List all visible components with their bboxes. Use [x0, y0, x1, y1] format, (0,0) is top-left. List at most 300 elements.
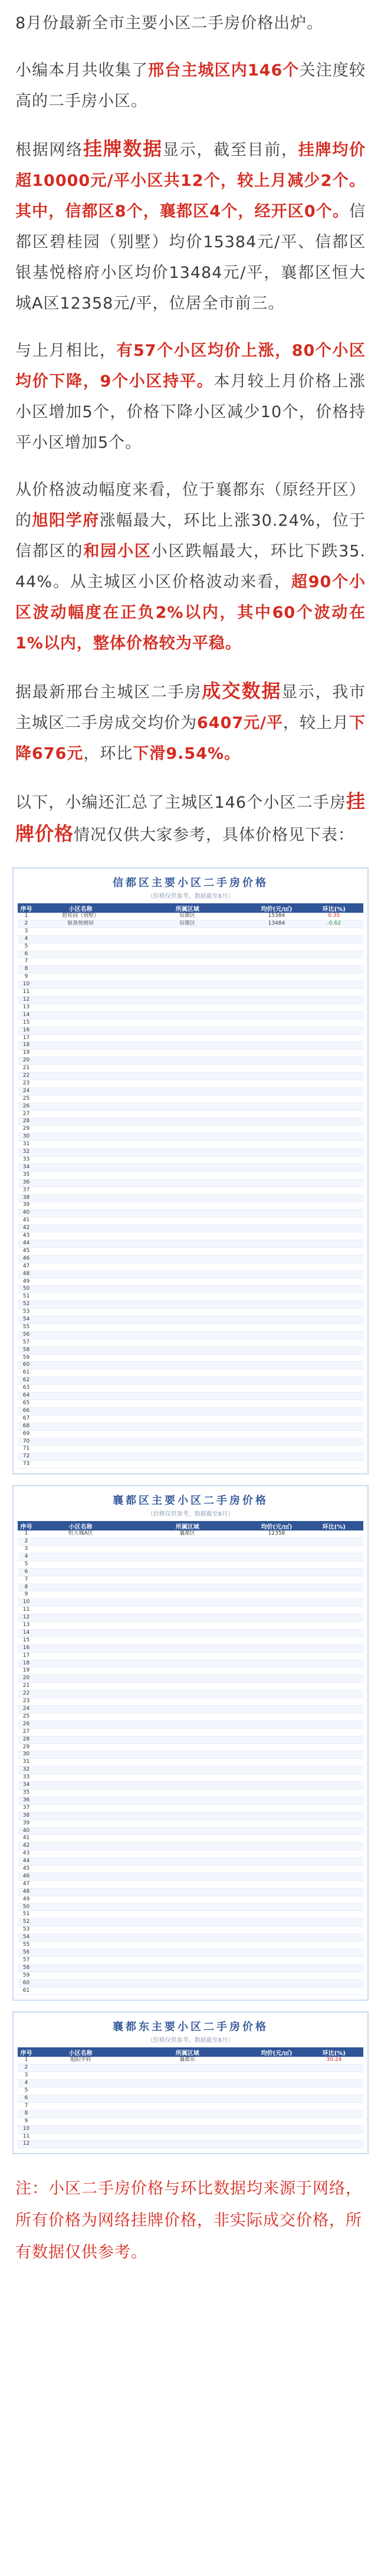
- price-cell: [248, 1194, 304, 1202]
- rank-cell: 61: [18, 1369, 35, 1377]
- listing-paragraph: [15, 133, 366, 319]
- estate-name-cell: [35, 1233, 126, 1240]
- estate-name-cell: [35, 1690, 126, 1698]
- estate-name-cell: [35, 1843, 126, 1850]
- change-cell: [305, 1369, 363, 1377]
- estate-name-cell: [35, 1956, 126, 1964]
- price-cell: [248, 1263, 304, 1270]
- rank-cell: 8: [18, 966, 35, 974]
- table-row: [18, 1530, 363, 1538]
- change-cell: [305, 1210, 363, 1217]
- rank-cell: 7: [18, 2102, 35, 2110]
- rank-cell: 35: [18, 1171, 35, 1179]
- rank-cell: 38: [18, 1194, 35, 1202]
- table-row: [18, 1400, 363, 1408]
- change-cell: [305, 1964, 363, 1972]
- district-cell: [126, 1011, 248, 1019]
- rank-cell: 25: [18, 1095, 35, 1103]
- estate-name-cell: [35, 1706, 126, 1713]
- estate-name-cell: [35, 1057, 126, 1065]
- price-cell: [248, 1042, 304, 1050]
- rank-cell: 8: [18, 2110, 35, 2118]
- table-row: [18, 1423, 363, 1430]
- district-cell: [126, 1453, 248, 1461]
- estate-name-cell: [35, 1377, 126, 1385]
- district-cell: [126, 1759, 248, 1767]
- change-cell: [305, 1050, 363, 1057]
- rank-cell: 37: [18, 1187, 35, 1194]
- change-cell: [305, 1095, 363, 1103]
- change-cell: [305, 1979, 363, 1987]
- price-cell: [248, 1614, 304, 1622]
- rank-cell: 31: [18, 1141, 35, 1149]
- table-row: [18, 989, 363, 997]
- district-cell: [126, 1972, 248, 1979]
- price-cell: [248, 1797, 304, 1804]
- rank-cell: 6: [18, 2095, 35, 2102]
- price-cell: [248, 1095, 304, 1103]
- table-row: [18, 1690, 363, 1698]
- estate-name-cell: 恒大城A区: [35, 1530, 126, 1538]
- table-row: [18, 2133, 363, 2141]
- estate-name-cell: [35, 1438, 126, 1446]
- district-cell: [126, 1407, 248, 1415]
- price-cell: [248, 1255, 304, 1263]
- table-row: [18, 1789, 363, 1797]
- change-cell: [305, 2064, 363, 2072]
- transaction-price: 6407元/平: [197, 714, 284, 732]
- district-cell: 信都区: [126, 920, 248, 928]
- change-cell: [305, 1141, 363, 1149]
- change-cell: [305, 1286, 363, 1293]
- table-row: [18, 1706, 363, 1713]
- district-cell: [126, 1743, 248, 1751]
- table-row: [18, 1293, 363, 1301]
- table-row: [18, 1614, 363, 1622]
- rank-cell: 42: [18, 1843, 35, 1850]
- trend-highlight: 有57个小区均价上涨，80个小区均价下降，9个小区持平。: [15, 342, 366, 391]
- district-cell: [126, 1179, 248, 1187]
- estate-name-cell: [35, 1812, 126, 1820]
- listing-highlight: 挂牌均价超10000元/平小区共12个，较上月减少2个。其中，信都区8个，襄都区4个，经开区0个。: [15, 141, 366, 221]
- district-cell: [126, 1675, 248, 1683]
- change-cell: [305, 1171, 363, 1179]
- estate-name-cell: [35, 1369, 126, 1377]
- rank-cell: 70: [18, 1438, 35, 1446]
- price-cell: [248, 2072, 304, 2080]
- transaction-text-3: ，较上月: [283, 714, 350, 732]
- table-row: [18, 1331, 363, 1339]
- table-row: [18, 2087, 363, 2095]
- estate-name-cell: [35, 1095, 126, 1103]
- estate-name-cell: [35, 1187, 126, 1194]
- district-cell: [126, 1660, 248, 1667]
- district-cell: [126, 1652, 248, 1660]
- district-cell: [126, 1804, 248, 1812]
- rank-cell: 50: [18, 1286, 35, 1293]
- table-header-row: [18, 903, 363, 913]
- district-cell: [126, 1934, 248, 1942]
- change-cell: [305, 1561, 363, 1568]
- xiangdudong-table-body: [18, 2057, 363, 2148]
- rank-cell: 13: [18, 1004, 35, 1011]
- change-cell: [305, 1614, 363, 1622]
- tables-intro-keyword: 挂牌价格: [15, 790, 366, 845]
- estate-name-cell: [35, 1339, 126, 1346]
- rank-cell: 27: [18, 1110, 35, 1118]
- trend-paragraph: [15, 336, 366, 458]
- table-row: [18, 1202, 363, 1210]
- district-cell: [126, 1400, 248, 1408]
- district-cell: [126, 1774, 248, 1782]
- estate-name-cell: [35, 2133, 126, 2141]
- table-row: [18, 1820, 363, 1827]
- district-cell: [126, 1926, 248, 1934]
- table-row: [18, 1667, 363, 1675]
- estate-name-cell: [35, 1293, 126, 1301]
- district-cell: [126, 2141, 248, 2148]
- change-cell: [305, 1087, 363, 1095]
- price-cell: [248, 1873, 304, 1880]
- change-cell: [305, 1843, 363, 1850]
- change-cell: [305, 1622, 363, 1630]
- rank-cell: 24: [18, 1087, 35, 1095]
- district-cell: [126, 1850, 248, 1858]
- rank-cell: 23: [18, 1080, 35, 1087]
- estate-name-cell: [35, 1584, 126, 1591]
- price-cell: [248, 1011, 304, 1019]
- price-cell: [248, 1545, 304, 1553]
- column-header: 所属区域: [126, 2047, 248, 2057]
- rank-cell: 50: [18, 1903, 35, 1911]
- estate-name-cell: [35, 1004, 126, 1011]
- change-cell: [305, 974, 363, 981]
- estate-name-cell: [35, 1660, 126, 1667]
- price-cell: [248, 1690, 304, 1698]
- change-cell: [305, 1255, 363, 1263]
- price-cell: [248, 1309, 304, 1316]
- estate-name-cell: [35, 1019, 126, 1027]
- rank-cell: 28: [18, 1736, 35, 1743]
- table-row: [18, 1369, 363, 1377]
- change-cell: [305, 1034, 363, 1042]
- rank-cell: 32: [18, 1767, 35, 1774]
- price-cell: [248, 1027, 304, 1034]
- table-row: [18, 1392, 363, 1400]
- table-row: [18, 1797, 363, 1804]
- district-cell: [126, 1812, 248, 1820]
- rank-cell: 4: [18, 1553, 35, 1561]
- column-header: 环比(%): [305, 2047, 363, 2057]
- district-cell: [126, 1866, 248, 1873]
- price-cell: [248, 1660, 304, 1667]
- district-cell: [126, 2080, 248, 2087]
- price-cell: [248, 1782, 304, 1790]
- rank-cell: 12: [18, 996, 35, 1004]
- district-cell: [126, 1667, 248, 1675]
- table-row: [18, 920, 363, 928]
- table-row: [18, 1911, 363, 1919]
- change-cell: [305, 951, 363, 958]
- price-cell: 15384: [248, 913, 304, 920]
- district-cell: [126, 1339, 248, 1346]
- table-row: [18, 1866, 363, 1873]
- price-cell: [248, 1073, 304, 1080]
- change-cell: [305, 935, 363, 943]
- table-row: [18, 913, 363, 920]
- table-row: [18, 1179, 363, 1187]
- price-cell: [248, 1652, 304, 1660]
- district-cell: [126, 1835, 248, 1843]
- xiangdu-table-subtitle: （价格仅供参考，数据截至8月）: [147, 1511, 234, 1518]
- change-cell: [305, 1919, 363, 1926]
- transaction-keyword: 成交数据: [202, 680, 282, 702]
- estate-name-cell: [35, 1637, 126, 1644]
- district-cell: [126, 1110, 248, 1118]
- change-cell: [305, 1530, 363, 1538]
- change-cell: [305, 1812, 363, 1820]
- district-cell: [126, 1309, 248, 1316]
- table-row: [18, 1629, 363, 1637]
- table-row: [18, 1561, 363, 1568]
- price-cell: [248, 1453, 304, 1461]
- table-row: [18, 1873, 363, 1880]
- table-row: [18, 1217, 363, 1225]
- district-cell: [126, 1042, 248, 1050]
- district-cell: [126, 1751, 248, 1759]
- table-row: [18, 1896, 363, 1903]
- estate-name-cell: [35, 1301, 126, 1309]
- rank-cell: 56: [18, 1331, 35, 1339]
- table-row: [18, 966, 363, 974]
- change-cell: [305, 958, 363, 966]
- rank-cell: 65: [18, 1400, 35, 1408]
- rank-cell: 47: [18, 1263, 35, 1270]
- price-cell: [248, 1339, 304, 1346]
- transaction-mom: 下滑9.54%。: [133, 745, 241, 763]
- rank-cell: 12: [18, 1614, 35, 1622]
- change-cell: [305, 1270, 363, 1278]
- change-cell: [305, 1759, 363, 1767]
- change-cell: [305, 2118, 363, 2125]
- table-row: [18, 1972, 363, 1979]
- rank-cell: 25: [18, 1713, 35, 1720]
- estate-name-cell: [35, 1683, 126, 1690]
- estate-name-cell: [35, 1743, 126, 1751]
- estate-name-cell: [35, 1087, 126, 1095]
- district-cell: [126, 1430, 248, 1438]
- price-cell: 12358: [248, 1530, 304, 1538]
- district-cell: [126, 1683, 248, 1690]
- price-cell: [248, 1728, 304, 1736]
- table-row: [18, 1774, 363, 1782]
- price-cell: [248, 1926, 304, 1934]
- price-cell: [248, 1934, 304, 1942]
- table-row: [18, 1110, 363, 1118]
- table-row: [18, 1964, 363, 1972]
- district-cell: [126, 1956, 248, 1964]
- estate-name-cell: [35, 1667, 126, 1675]
- listing-text-2: 显示，截至目前，: [162, 141, 298, 159]
- price-cell: [248, 1323, 304, 1331]
- price-cell: [248, 966, 304, 974]
- change-cell: [305, 1293, 363, 1301]
- tables-intro-paragraph: [15, 786, 366, 851]
- rank-cell: 48: [18, 1888, 35, 1896]
- change-cell: [305, 1926, 363, 1934]
- rank-cell: 33: [18, 1774, 35, 1782]
- district-cell: [126, 1728, 248, 1736]
- rank-cell: 40: [18, 1827, 35, 1835]
- district-cell: [126, 1164, 248, 1171]
- estate-name-cell: [35, 1644, 126, 1652]
- estate-name-cell: 银基悦榕府: [35, 920, 126, 928]
- rank-cell: 59: [18, 1972, 35, 1979]
- change-cell: [305, 1683, 363, 1690]
- change-cell: [305, 1637, 363, 1644]
- xiangdudong-price-table-card: [12, 2011, 369, 2154]
- table-row: [18, 1553, 363, 1561]
- rank-cell: 36: [18, 1179, 35, 1187]
- table-row: [18, 1942, 363, 1949]
- rank-cell: 45: [18, 1247, 35, 1255]
- district-cell: [126, 928, 248, 935]
- price-cell: [248, 1187, 304, 1194]
- data-source-note: 注：小区二手房价格与环比数据均来源于网络，所有价格为网络挂牌价格，非实际成交价格，所有数据仅供参考。: [15, 2180, 362, 2262]
- rank-cell: 6: [18, 951, 35, 958]
- price-cell: [248, 1942, 304, 1949]
- estate-name-cell: [35, 1629, 126, 1637]
- rank-cell: 62: [18, 1377, 35, 1385]
- rank-cell: 33: [18, 1156, 35, 1164]
- price-cell: [248, 1149, 304, 1156]
- rank-cell: 8: [18, 1584, 35, 1591]
- rank-cell: 10: [18, 981, 35, 989]
- change-cell: [305, 1599, 363, 1607]
- rank-cell: 11: [18, 1607, 35, 1614]
- change-cell: [305, 1354, 363, 1362]
- district-cell: [126, 1354, 248, 1362]
- article: [0, 0, 381, 851]
- rank-cell: 30: [18, 1133, 35, 1141]
- rank-cell: 51: [18, 1293, 35, 1301]
- table-row: [18, 1027, 363, 1034]
- estate-name-cell: [35, 1126, 126, 1133]
- district-cell: [126, 1103, 248, 1110]
- rank-cell: 14: [18, 1629, 35, 1637]
- district-cell: [126, 1949, 248, 1957]
- table-row: [18, 1880, 363, 1888]
- table-row: [18, 1073, 363, 1080]
- change-cell: [305, 1956, 363, 1964]
- rank-cell: 58: [18, 1964, 35, 1972]
- table-row: [18, 1339, 363, 1346]
- district-cell: [126, 1210, 248, 1217]
- price-cell: [248, 1561, 304, 1568]
- estate-name-cell: [35, 1804, 126, 1812]
- change-cell: [305, 1042, 363, 1050]
- change-cell: [305, 1827, 363, 1835]
- table-row: [18, 1568, 363, 1576]
- price-cell: [248, 2080, 304, 2087]
- rank-cell: 34: [18, 1164, 35, 1171]
- estate-name-cell: [35, 1050, 126, 1057]
- intro-paragraph: [15, 8, 366, 39]
- rank-cell: 39: [18, 1202, 35, 1210]
- rank-cell: 1: [18, 1530, 35, 1538]
- table-row: [18, 981, 363, 989]
- change-cell: [305, 1858, 363, 1866]
- rank-cell: 24: [18, 1706, 35, 1713]
- column-header: 所属区域: [126, 903, 248, 913]
- estate-name-cell: [35, 943, 126, 951]
- table-row: [18, 1149, 363, 1156]
- district-cell: [126, 1331, 248, 1339]
- table-row: [18, 1843, 363, 1850]
- volatility-paragraph: [15, 475, 366, 659]
- change-cell: [305, 1331, 363, 1339]
- district-cell: [126, 1911, 248, 1919]
- district-cell: [126, 1987, 248, 1995]
- rank-cell: 35: [18, 1789, 35, 1797]
- estate-name-cell: [35, 1599, 126, 1607]
- price-cell: [248, 1415, 304, 1423]
- estate-name-cell: [35, 1385, 126, 1392]
- price-cell: [248, 981, 304, 989]
- change-cell: [305, 1690, 363, 1698]
- estate-name-cell: [35, 1553, 126, 1561]
- estate-name-cell: [35, 1759, 126, 1767]
- volatility-estate-2: 和园小区: [83, 542, 152, 561]
- district-cell: [126, 1736, 248, 1743]
- estate-name-cell: [35, 1964, 126, 1972]
- change-cell: [305, 1576, 363, 1584]
- estate-name-cell: [35, 1782, 126, 1790]
- estate-name-cell: [35, 1622, 126, 1630]
- xindu-table-title: 信都区主要小区二手房价格: [113, 877, 268, 889]
- table-header-row: [18, 1521, 363, 1530]
- rank-cell: 2: [18, 1538, 35, 1546]
- table-row: [18, 1362, 363, 1369]
- volatility-text-3: 小区跌幅最大，环比下跌35.44%。从主城区小区价格波动来看，: [15, 542, 366, 591]
- estate-name-cell: [35, 1354, 126, 1362]
- district-cell: [126, 1438, 248, 1446]
- change-cell: [305, 928, 363, 935]
- transaction-text-1: 据最新邢台主城区二手房: [15, 683, 202, 702]
- table-row: [18, 1949, 363, 1957]
- district-cell: [126, 943, 248, 951]
- estate-name-cell: [35, 966, 126, 974]
- price-cell: [248, 1316, 304, 1324]
- rank-cell: 42: [18, 1225, 35, 1233]
- change-cell: [305, 1407, 363, 1415]
- estate-name-cell: [35, 1728, 126, 1736]
- rank-cell: 43: [18, 1850, 35, 1858]
- rank-cell: 13: [18, 1622, 35, 1630]
- rank-cell: 60: [18, 1362, 35, 1369]
- price-cell: [248, 1362, 304, 1369]
- table-row: [18, 1301, 363, 1309]
- rank-cell: 4: [18, 935, 35, 943]
- rank-cell: 60: [18, 1979, 35, 1987]
- column-header: 小区名称: [35, 1521, 126, 1530]
- change-cell: [305, 1073, 363, 1080]
- district-cell: [126, 1820, 248, 1827]
- rank-cell: 22: [18, 1073, 35, 1080]
- table-row: [18, 1637, 363, 1644]
- table-row: [18, 1103, 363, 1110]
- price-cell: [248, 1964, 304, 1972]
